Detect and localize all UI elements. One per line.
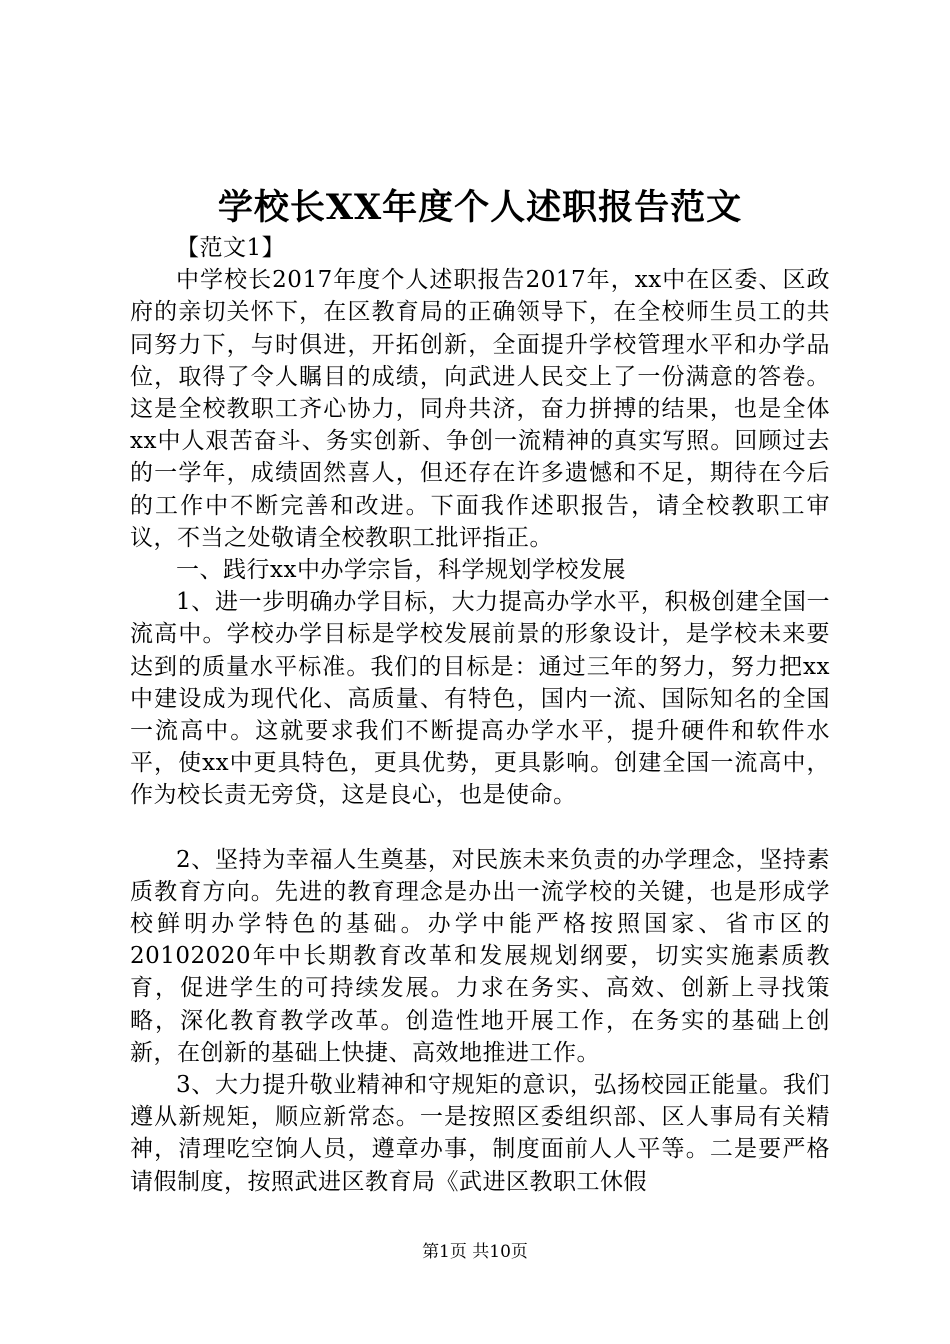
section-heading: 一、践行xx中办学宗旨，科学规划学校发展 <box>176 557 626 584</box>
paragraph-label: 【范文1】 <box>176 235 286 261</box>
paragraph-item-2: 2、坚持为幸福人生奠基，对民族未来负责的办学理念，坚持素质教育方向。先进的教育理念是办出一流学校的关键，也是形成学校鲜明办学特色的基础。办学中能严格按照国家、省市区的20102020年中长期教育改革和发展规划纲要，切实实施素质教育，促进学生的可持续发展。力求在务实、高效、创新上寻找策略，深化教育教学改革。创造性地开展工作，在务实的基础上创新，在创新的基础上快捷、高效地推进工作。 <box>130 846 830 1066</box>
document-body <box>130 232 830 1198</box>
paragraph-item-3: 3、大力提升敬业精神和守规矩的意识，弘扬校园正能量。我们遵从新规矩，顺应新常态。一是按照区委组织部、区人事局有关精神，清理吃空饷人员，遵章办事，制度面前人人平等。二是要严格请假制度，按照武进区教育局《武进区教职工休假 <box>130 1072 830 1195</box>
document-title: 学校长XX年度个人述职报告范文 <box>217 187 743 228</box>
paragraph-intro: 中学校长2017年度个人述职报告2017年，xx中在区委、区政府的亲切关怀下，在区教育局的正确领导下，在全校师生员工的共同努力下，与时俱进，开拓创新，全面提升学校管理水平和办学品位，取得了令人瞩目的成绩，向武进人民交上了一份满意的答卷。这是全校教职工齐心协力，同舟共济，奋力拼搏的结果，也是全体xx中人艰苦奋斗、务实创新、争创一流精神的真实写照。回顾过去的一学年，成绩固然喜人，但还存在许多遗憾和不足，期待在今后的工作中不断完善和改进。下面我作述职报告，请全校教职工审议，不当之处敬请全校教职工批评指正。 <box>130 267 830 551</box>
paragraph-item-1: 1、进一步明确办学目标，大力提高办学水平，积极创建全国一流高中。学校办学目标是学校发展前景的形象设计，是学校未来要达到的质量水平标准。我们的目标是：通过三年的努力，努力把xx中建设成为现代化、高质量、有特色，国内一流、国际知名的全国一流高中。这就要求我们不断提高办学水平，提升硬件和软件水平，使xx中更具特色，更具优势，更具影响。创建全国一流高中，作为校长责无旁贷，这是良心，也是使命。 <box>130 589 830 809</box>
page-footer: 第1页 共10页 <box>422 1242 528 1262</box>
